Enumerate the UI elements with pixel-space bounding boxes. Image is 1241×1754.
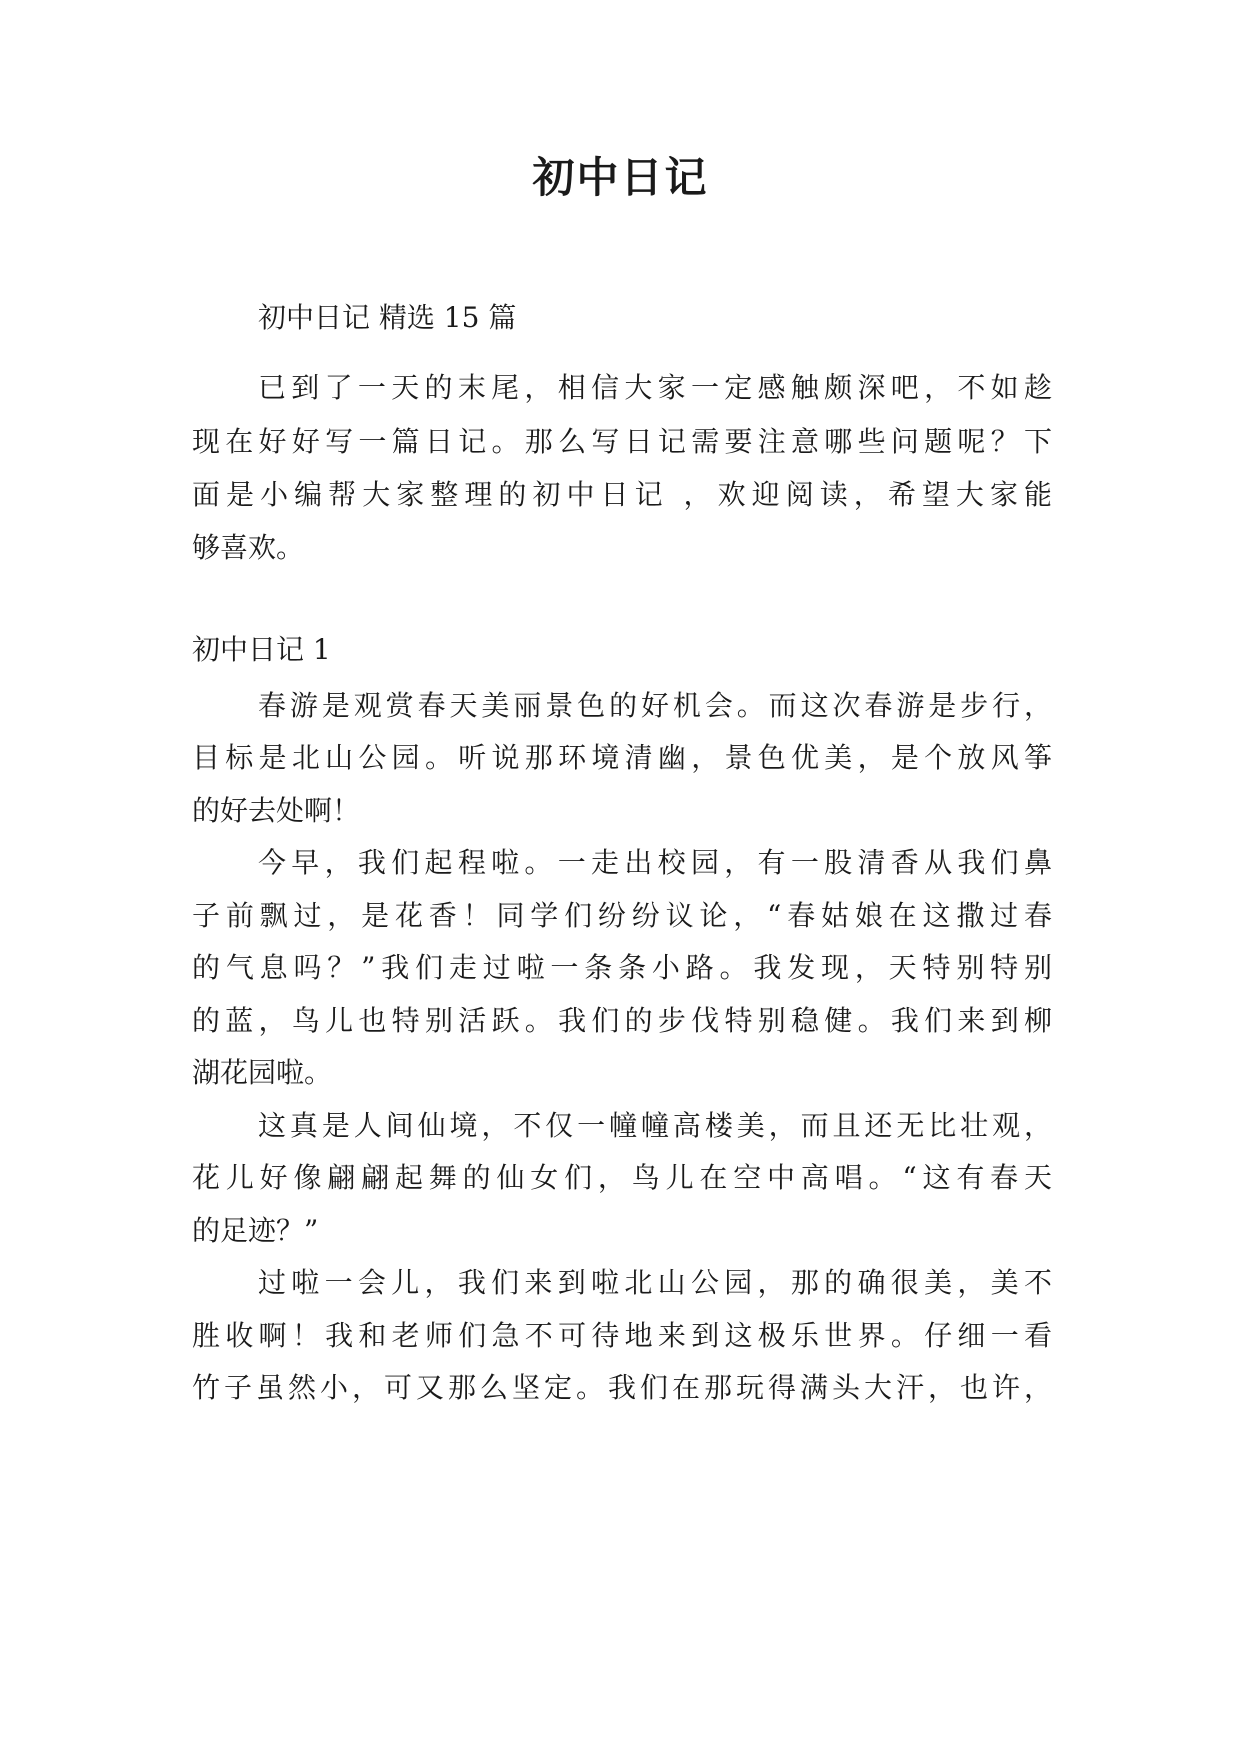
intro-line-4: 够喜欢。	[192, 531, 305, 564]
intro-line-3: 面是小编帮大家整理的初中日记 ，欢迎阅读，希望大家能	[192, 478, 1052, 511]
page-title: 初中日记	[532, 153, 709, 202]
intro-line-1: 已到了一天的末尾，相信大家一定感触颇深吧，不如趁	[258, 371, 1052, 404]
body-line-11: 的足迹？”	[192, 1214, 319, 1247]
body-line-10: 花儿好像翩翩起舞的仙女们，鸟儿在空中高唱。“这有春天	[192, 1161, 1052, 1194]
body-line-1: 春游是观赏春天美丽景色的好机会。而这次春游是步行，	[258, 689, 1052, 722]
body-line-7: 的蓝，鸟儿也特别活跃。我们的步伐特别稳健。我们来到柳	[192, 1004, 1052, 1037]
body-line-3: 的好去处啊！	[192, 794, 361, 827]
intro-line-2: 现在好好写一篇日记。那么写日记需要注意哪些问题呢？下	[192, 425, 1052, 458]
body-line-14: 竹子虽然小，可又那么坚定。我们在那玩得满头大汗，也许，	[192, 1371, 1052, 1404]
body-line-2: 目标是北山公园。听说那环境清幽，景色优美，是个放风筝	[192, 741, 1052, 774]
body-line-6: 的气息吗？”我们走过啦一条条小路。我发现，天特别特别	[192, 951, 1052, 984]
body-line-5: 子前飘过，是花香！同学们纷纷议论，“春姑娘在这撒过春	[192, 899, 1052, 932]
body-line-9: 这真是人间仙境，不仅一幢幢高楼美，而且还无比壮观，	[258, 1109, 1052, 1142]
body-line-12: 过啦一会儿，我们来到啦北山公园，那的确很美，美不	[258, 1266, 1052, 1299]
document-subtitle: 初中日记 精选 15 篇	[258, 301, 517, 334]
body-line-4: 今早，我们起程啦。一走出校园，有一股清香从我们鼻	[258, 846, 1052, 879]
body-line-8: 湖花园啦。	[192, 1056, 333, 1089]
section-heading: 初中日记 1	[192, 633, 331, 666]
body-line-13: 胜收啊！我和老师们急不可待地来到这极乐世界。仔细一看	[192, 1319, 1052, 1352]
